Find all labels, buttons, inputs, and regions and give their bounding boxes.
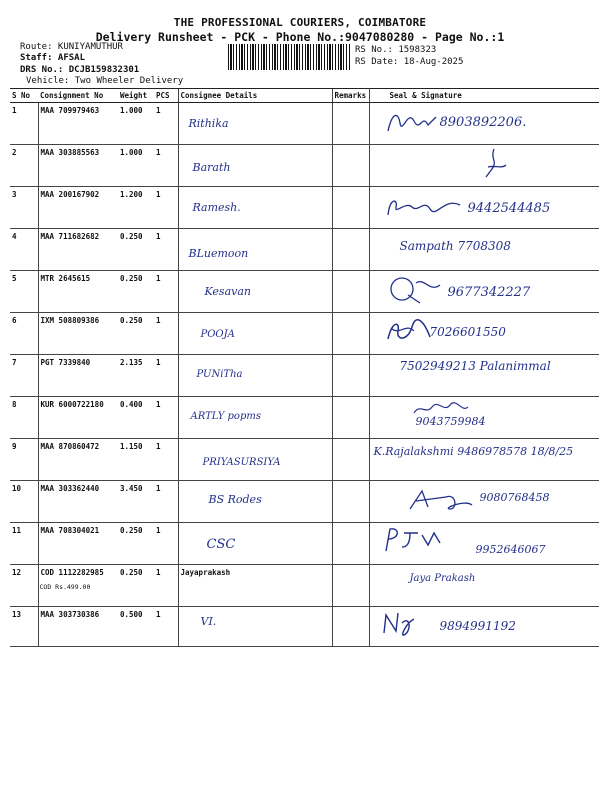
handwritten-name: Rithika — [188, 117, 229, 130]
remarks-cell — [332, 565, 369, 607]
consignee-name: Jayaprakash — [180, 568, 231, 577]
signature-cell — [369, 271, 599, 313]
table-row — [10, 145, 599, 187]
table-row — [10, 313, 599, 355]
handwritten-phone: 9952646067 — [475, 543, 546, 556]
col-pcs: PCS — [154, 89, 178, 103]
remarks-cell — [332, 439, 369, 481]
table-row — [10, 187, 599, 229]
table-row — [10, 355, 599, 397]
handwritten-name: Ramesh. — [192, 201, 241, 214]
remarks-cell — [332, 607, 369, 647]
sno-cell: 6 — [10, 313, 38, 355]
table-row — [10, 523, 599, 565]
signature-scribble — [480, 147, 510, 181]
barcode-image — [228, 44, 350, 70]
signature-scribble — [384, 317, 434, 347]
consignment-cell: MAA 303730386 — [38, 607, 118, 647]
consignee-cell — [178, 355, 332, 397]
consignment-cell: IXM 508809386 — [38, 313, 118, 355]
consignee-cell — [178, 481, 332, 523]
signature-cell — [369, 481, 599, 523]
pcs-cell: 1 — [154, 187, 178, 229]
col-weight: Weight — [118, 89, 154, 103]
handwritten-signature: Jaya Prakash — [409, 573, 476, 584]
pcs-cell: 1 — [154, 523, 178, 565]
weight-cell: 0.250 — [118, 565, 154, 607]
weight-cell: 1.200 — [118, 187, 154, 229]
pcs-cell: 1 — [154, 271, 178, 313]
table-row — [10, 103, 599, 145]
sno-cell: 4 — [10, 229, 38, 271]
weight-cell: 0.250 — [118, 523, 154, 565]
signature-scribble — [384, 273, 444, 307]
remarks-cell — [332, 481, 369, 523]
weight-cell: 1.150 — [118, 439, 154, 481]
sno-cell: 1 — [10, 103, 38, 145]
consignee-cell — [178, 103, 332, 145]
signature-cell — [369, 355, 599, 397]
remarks-cell — [332, 271, 369, 313]
table-row — [10, 229, 599, 271]
consignment-cell: MAA 711682682 — [38, 229, 118, 271]
vehicle-label: Vehicle: Two Wheeler Delivery — [26, 76, 184, 86]
handwritten-phone: K.Rajalakshmi 9486978578 18/8/25 — [373, 445, 574, 458]
signature-cell — [369, 523, 599, 565]
table-header-row — [10, 89, 599, 103]
pcs-cell: 1 — [154, 145, 178, 187]
handwritten-name: PRIYASURSIYA — [202, 457, 281, 468]
sno-cell: 13 — [10, 607, 38, 647]
handwritten-phone: Sampath 7708308 — [399, 239, 511, 253]
consignee-cell — [178, 229, 332, 271]
sno-cell: 9 — [10, 439, 38, 481]
signature-cell — [369, 103, 599, 145]
sno-cell: 8 — [10, 397, 38, 439]
runsheet-table — [10, 88, 599, 647]
handwritten-name: Kesavan — [204, 285, 251, 298]
handwritten-phone: 9080768458 — [479, 491, 550, 504]
rs-date: RS Date: 18-Aug-2025 — [355, 57, 464, 67]
pcs-cell: 1 — [154, 607, 178, 647]
consignment-cell: MAA 200167902 — [38, 187, 118, 229]
consignment-cell: MAA 303885563 — [38, 145, 118, 187]
pcs-cell: 1 — [154, 103, 178, 145]
consignment-cell: KUR 6000722180 — [38, 397, 118, 439]
col-consignee: Consignee Details — [178, 89, 332, 103]
remarks-cell — [332, 523, 369, 565]
pcs-cell: 1 — [154, 397, 178, 439]
sno-cell: 11 — [10, 523, 38, 565]
weight-cell: 0.250 — [118, 313, 154, 355]
signature-scribble — [384, 107, 440, 137]
consignee-cell — [178, 145, 332, 187]
weight-cell: 3.450 — [118, 481, 154, 523]
consignment-cell: MAA 303362440 — [38, 481, 118, 523]
table-row — [10, 271, 599, 313]
consignee-cell — [178, 607, 332, 647]
table-row — [10, 565, 599, 607]
pcs-cell: 1 — [154, 439, 178, 481]
handwritten-phone: 9894991192 — [439, 619, 516, 633]
consignment-number: COD 1112282985 — [40, 568, 104, 577]
consignee-cell — [178, 271, 332, 313]
consignee-cell — [178, 313, 332, 355]
col-signature: Seal & Signature — [369, 89, 599, 103]
signature-cell — [369, 187, 599, 229]
pcs-cell: 1 — [154, 481, 178, 523]
handwritten-name: VI. — [200, 615, 217, 628]
table-row — [10, 439, 599, 481]
consignment-cell: MAA 709979463 — [38, 103, 118, 145]
handwritten-phone: 9442544485 — [467, 201, 551, 216]
pcs-cell: 1 — [154, 355, 178, 397]
pcs-cell: 1 — [154, 229, 178, 271]
company-title: THE PROFESSIONAL COURIERS, COIMBATORE — [173, 16, 427, 29]
remarks-cell — [332, 313, 369, 355]
weight-cell: 0.400 — [118, 397, 154, 439]
sno-cell: 7 — [10, 355, 38, 397]
table-row — [10, 607, 599, 647]
weight-cell: 1.000 — [118, 145, 154, 187]
sno-cell: 5 — [10, 271, 38, 313]
consignee-cell — [178, 439, 332, 481]
consignee-cell — [178, 565, 332, 607]
remarks-cell — [332, 187, 369, 229]
signature-cell — [369, 439, 599, 481]
signature-scribble — [380, 609, 420, 639]
signature-cell — [369, 607, 599, 647]
consignee-cell — [178, 523, 332, 565]
rs-number: RS No.: 1598323 — [355, 45, 437, 55]
col-sno: S No — [10, 89, 38, 103]
sno-cell: 12 — [10, 565, 38, 607]
weight-cell: 0.500 — [118, 607, 154, 647]
handwritten-phone: 7026601550 — [429, 325, 506, 339]
route-label: Route: KUNIYAMUTHUR — [20, 42, 123, 52]
remarks-cell — [332, 355, 369, 397]
handwritten-name: POOJA — [200, 329, 235, 340]
drs-number: DRS No.: DCJB159832301 — [20, 65, 140, 75]
consignment-cell: MAA 870860472 — [38, 439, 118, 481]
handwritten-name: BS Rodes — [208, 493, 262, 506]
signature-cell — [369, 313, 599, 355]
signature-cell — [369, 397, 599, 439]
handwritten-phone: 8903892206. — [439, 115, 527, 130]
handwritten-name: ARTLY popms — [190, 411, 261, 422]
weight-cell: 1.000 — [118, 103, 154, 145]
consignment-cell — [38, 565, 118, 607]
handwritten-phone: 9043759984 — [415, 415, 486, 428]
col-remarks: Remarks — [332, 89, 369, 103]
consignee-cell — [178, 397, 332, 439]
signature-scribble — [406, 485, 476, 515]
weight-cell: 0.250 — [118, 229, 154, 271]
col-consignment: Consignment No — [38, 89, 118, 103]
signature-cell — [369, 229, 599, 271]
pcs-cell: 1 — [154, 565, 178, 607]
consignment-cell: PGT 7339840 — [38, 355, 118, 397]
handwritten-name: Barath — [192, 161, 231, 174]
pcs-cell: 1 — [154, 313, 178, 355]
handwritten-phone: 9677342227 — [447, 285, 531, 300]
sno-cell: 2 — [10, 145, 38, 187]
weight-cell: 2.135 — [118, 355, 154, 397]
consignment-cell: MTR 2645615 — [38, 271, 118, 313]
handwritten-name: PUNiTha — [196, 369, 243, 380]
signature-scribble — [384, 191, 464, 221]
handwritten-name: BLuemoon — [188, 247, 249, 260]
remarks-cell — [332, 145, 369, 187]
sno-cell: 10 — [10, 481, 38, 523]
signature-cell — [369, 565, 599, 607]
table-row — [10, 481, 599, 523]
remarks-cell — [332, 397, 369, 439]
handwritten-name: CSC — [206, 537, 236, 552]
staff-label: Staff: AFSAL — [20, 53, 86, 63]
remarks-cell — [332, 229, 369, 271]
handwritten-phone: 7502949213 Palanimmal — [399, 359, 551, 373]
weight-cell: 0.250 — [118, 271, 154, 313]
cod-amount: COD Rs.499.00 — [39, 583, 91, 591]
consignee-cell — [178, 187, 332, 229]
consignment-cell: MAA 708304021 — [38, 523, 118, 565]
runsheet-subtitle: Delivery Runsheet - PCK - Phone No.:9047080280 - Page No.:1 — [95, 30, 505, 44]
table-row — [10, 397, 599, 439]
remarks-cell — [332, 103, 369, 145]
signature-scribble — [380, 525, 460, 553]
sno-cell: 3 — [10, 187, 38, 229]
signature-cell — [369, 145, 599, 187]
